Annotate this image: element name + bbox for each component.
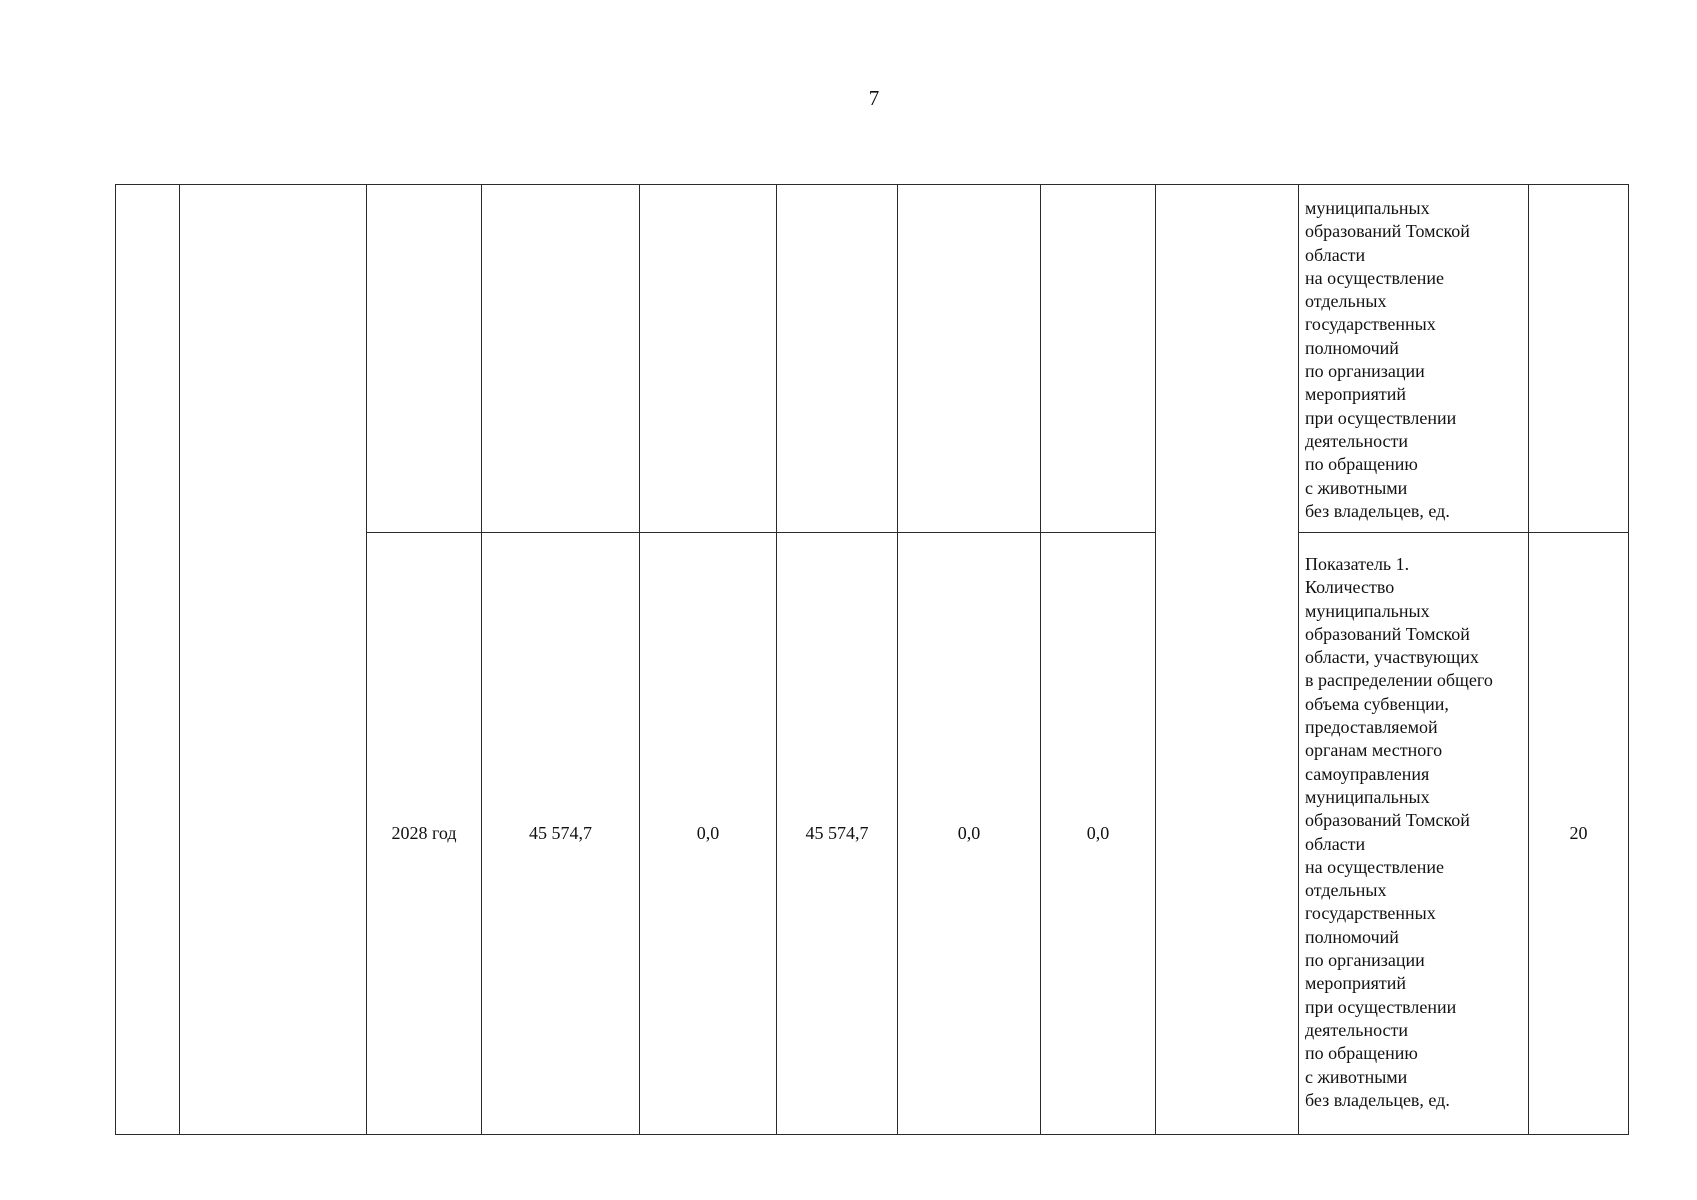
indicator-value-cell: 20 xyxy=(1529,533,1629,1135)
other-cell: 0,0 xyxy=(1041,533,1156,1135)
page-number: 7 xyxy=(868,86,880,110)
budget-table xyxy=(115,184,1629,1135)
indicator-cell xyxy=(1299,533,1529,1135)
year-cell xyxy=(367,185,482,533)
number-cell xyxy=(116,185,180,1135)
federal-cell xyxy=(640,185,777,533)
indicator-text: Показатель 1. Количество муниципальных образований Томской области, участвующих в распределении общего объема субвенции, предоставляемой органам местного самоуправления муниципальных образований Томской области на осуществление отдельных государственных полномочий по организации мероприятий при осуществлении деятельности по обращению с животными без владельцев, ед. xyxy=(1305,554,1493,1110)
indicator-cell xyxy=(1299,185,1529,533)
indicator-text: муниципальных образований Томской области на осуществление отдельных государственных полномочий по организации мероприятий при осуществлении деятельности по обращению с животными без владельцев, ед. xyxy=(1305,198,1470,521)
table-row xyxy=(116,185,1629,533)
other-cell xyxy=(1041,185,1156,533)
total-cell: 45 574,7 xyxy=(482,533,640,1135)
local-cell: 0,0 xyxy=(898,533,1041,1135)
federal-cell: 0,0 xyxy=(640,533,777,1135)
name-cell xyxy=(180,185,367,1135)
regional-cell xyxy=(777,185,898,533)
local-cell xyxy=(898,185,1041,533)
year-cell: 2028 год xyxy=(367,533,482,1135)
regional-cell: 45 574,7 xyxy=(777,533,898,1135)
indicator-value-cell xyxy=(1529,185,1629,533)
total-cell xyxy=(482,185,640,533)
executor-cell xyxy=(1156,185,1299,1135)
